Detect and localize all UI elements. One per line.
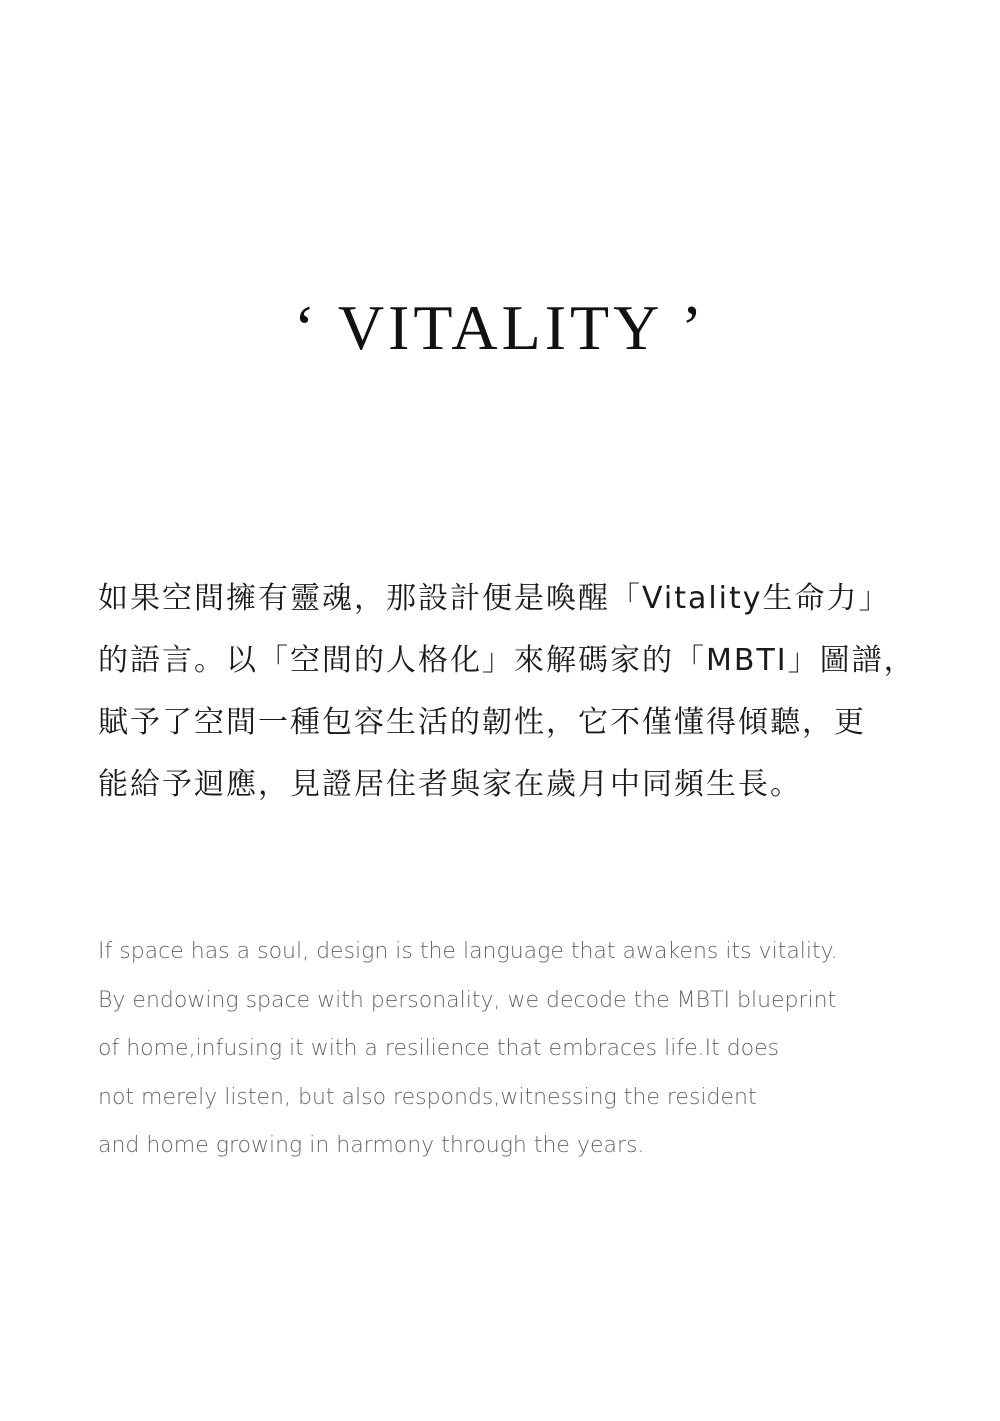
chinese-paragraph-line: 賦予了空間一種包容生活的韌性，它不僅懂得傾聽，更 — [98, 705, 866, 740]
page-title: ‘ VITALITY ’ — [293, 292, 707, 363]
english-paragraph-line: If space has a soul, design is the language that awakens its vitality. — [98, 939, 838, 964]
chinese-paragraph-line: 如果空間擁有靈魂，那設計便是喚醒「Vitality生命力」 — [98, 581, 891, 616]
english-paragraph-line: of home,infusing it with a resilience that embraces life.It does — [98, 1036, 780, 1061]
chinese-paragraph-line: 的語言。以「空間的人格化」來解碼家的「MBTI」圖譜， — [98, 643, 916, 678]
english-paragraph-line: and home growing in harmony through the years. — [98, 1133, 645, 1158]
english-paragraph-line: By endowing space with personality, we decode the MBTI blueprint — [98, 987, 837, 1013]
chinese-paragraph — [98, 568, 918, 816]
english-paragraph-line: not merely listen, but also responds,witnessing the resident — [98, 1084, 757, 1110]
english-paragraph — [98, 928, 918, 1171]
chinese-paragraph-line: 能給予迴應，見證居住者與家在歲月中同頻生長。 — [98, 767, 802, 802]
